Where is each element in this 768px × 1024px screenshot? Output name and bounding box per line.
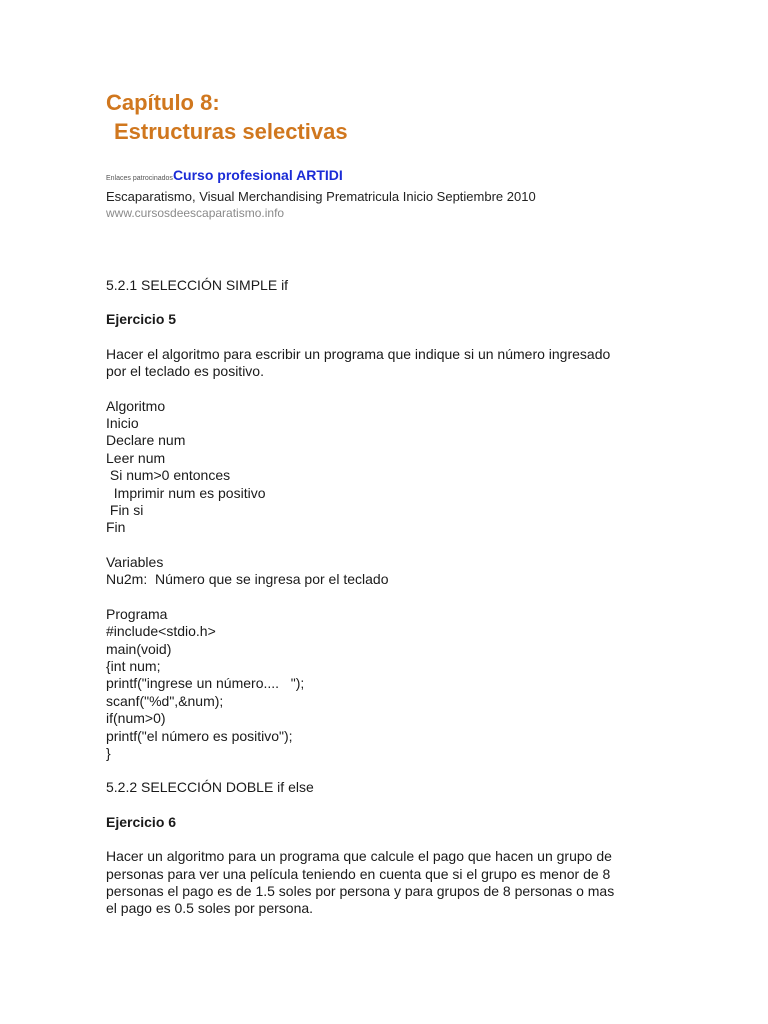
- text-line: personas el pago es de 1.5 soles por persona y para grupos de 8 personas o mas: [106, 882, 615, 899]
- algorithm-line: Declare num: [106, 432, 186, 449]
- document-content: [106, 88, 666, 918]
- text-line: Hacer un algoritmo para un programa que calcule el pago que hacen un grupo de: [106, 848, 612, 865]
- algorithm-line: Imprimir num es positivo: [106, 484, 266, 501]
- program-line: Programa: [106, 605, 168, 622]
- text-line: el pago es 0.5 soles por persona.: [106, 900, 314, 917]
- program-line: printf("ingrese un número.... ");: [106, 675, 305, 692]
- algorithm-line: Inicio: [106, 415, 139, 432]
- program-line: main(void): [106, 640, 172, 657]
- program-line: }: [106, 744, 111, 761]
- ad-description: Escaparatismo, Visual Merchandising Prematricula Inicio Septiembre 2010: [106, 189, 536, 204]
- variables-line: Variables: [106, 553, 164, 570]
- section2-heading: 5.2.2 SELECCIÓN DOBLE if else: [106, 779, 314, 796]
- sponsored-ad: [106, 166, 666, 221]
- program-line: scanf("%d",&num);: [106, 692, 224, 709]
- algorithm-line: Leer num: [106, 449, 166, 466]
- ad-url[interactable]: www.cursosdeescaparatismo.info: [106, 206, 285, 220]
- ad-label: Enlaces patrocinados: [106, 175, 173, 182]
- program-line: if(num>0): [106, 710, 166, 727]
- algorithm-line: Algoritmo: [106, 397, 166, 414]
- chapter-title: [106, 88, 666, 146]
- program-block: [106, 606, 666, 763]
- variables-block: [106, 554, 666, 589]
- algorithm-line: Fin: [106, 519, 126, 536]
- exercise5-statement: [106, 346, 666, 381]
- program-line: #include<stdio.h>: [106, 623, 216, 640]
- algorithm-line: Fin si: [106, 502, 144, 519]
- program-line: printf("el número es positivo");: [106, 727, 293, 744]
- exercise5-heading: Ejercicio 5: [106, 311, 177, 328]
- algorithm-line: Si num>0 entonces: [106, 467, 231, 484]
- ad-header: [106, 166, 666, 188]
- chapter-title-line2: Estructuras selectivas: [114, 119, 348, 144]
- ad-link[interactable]: Curso profesional ARTIDI: [172, 167, 343, 183]
- text-line: Hacer el algoritmo para escribir un programa que indique si un número ingresado: [106, 345, 611, 362]
- chapter-title-line1: Capítulo 8:: [106, 90, 220, 115]
- algorithm-block: [106, 398, 666, 537]
- exercise6-statement: [106, 848, 666, 918]
- exercise6-heading: Ejercicio 6: [106, 813, 177, 830]
- program-line: {int num;: [106, 657, 161, 674]
- variables-line: Nu2m: Número que se ingresa por el teclado: [106, 571, 389, 588]
- section1-heading: 5.2.1 SELECCIÓN SIMPLE if: [106, 277, 289, 293]
- text-line: por el teclado es positivo.: [106, 363, 264, 380]
- text-line: personas para ver una película teniendo en cuenta que si el grupo es menor de 8: [106, 865, 611, 882]
